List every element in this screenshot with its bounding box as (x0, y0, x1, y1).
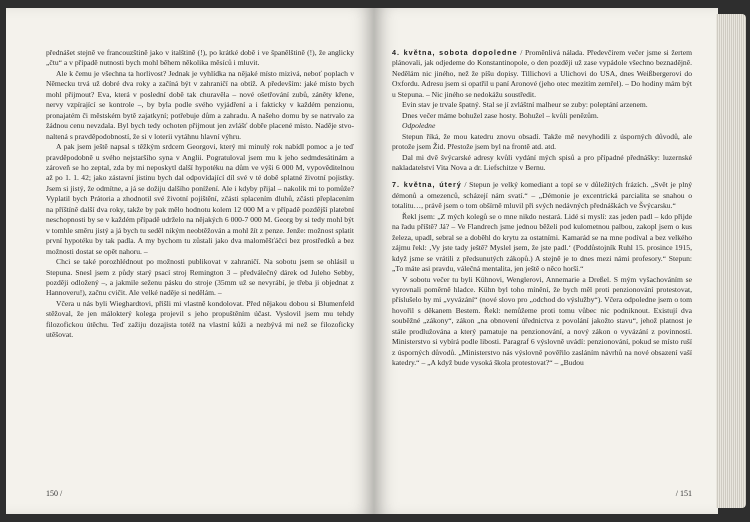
entry-date-heading: 4. května, sobota dopoledne (392, 48, 518, 57)
left-paragraph: Chci se také porozhlédnout po možnosti publikovat v zahraničí. Na sobotu jsem se ohlásil u Stepuna. Snesl jsem z půdy starý psací stroj Remington 3 – předválečný dárek od Juleho Sebby, později odložený –, a jakmile seženu pásku do stroje (35mm už se nevyrábí, je třeba ji objednat z Hannoveru!), začnu cvičit. Ale velké naděje si nedělám. – (46, 257, 354, 298)
page-number-right: / 151 (675, 489, 692, 498)
left-paragraph: Včera u nás byli Wieghardtovi, přišli mi vlastně kondolovat. Před nějakou dobou si Blumenfeld stěžoval, že jen málokterý kolega projevil s jeho propuštěním účast. Vyslovil jsem mu tehdy filozofickou útěchu. Teď zažiju dozajista totéž na vlastní kůži a nezbývá mi než se filozoficky utěšovat. (46, 298, 354, 340)
entry-opening-text: / Proměnlivá nálada. Předevčírem večer jsme si žertem plánovali, jak odjedeme do Konstantinopole, o den později už zase vypádole všechno beznadějně. Nedělám nic jiného, než že píšu dopisy. Tillichovi a Ulichovi do USA, dnes Weißbergerovi do Oxfordu. Adresu jsem si opatřil u paní Aronové (jeho otec mezitím zemřel). – Do hodiny mám být u Stepuna. – Nic jiného se nedokážu soustředit. (392, 48, 692, 99)
right-paragraph: Dal mi dvě švýcarské adresy kvůli vydání mých spisů a pro případné přednášky: luzernské nakladatelství Vita Nova a dr. Liefschitze v Bernu. (392, 152, 692, 172)
right-page-text (392, 48, 692, 369)
diary-entry (392, 180, 692, 211)
right-paragraph: Evin stav je trvale špatný. Stal se jí zvláštní malheur se zuby: poleptání arzenem. (402, 100, 648, 110)
left-paragraph: Ale k čemu je všechna ta horlivost? Jednak je vyhlídka na nějaké místo mizivá, neboť poplach v Německu trvá už dobré dva roky a začíná být v zahraničí na obtíž. A především: jaké místo bych mohl přijmout? Eva, která v poslední době tak churavěla – nové ošetřování zubů, záněty křene, nervy vzpírající se kontrole –, by byla podle svého vyjádření a i fakticky v každém penzionu, pronajatém či městském bytě zajatkyní; potřebuje dům a zahradu. A našeho domu by se natrvalo za žádnou cenu nevzdala. Byl bych tedy ochoten přijmout jen zvlášť dobře placené místo. Naděje stvonaltená s pravděpodobností, že si v loterii vytáhnu hlavní výhru. (46, 68, 354, 141)
right-page (374, 8, 718, 514)
right-paragraph: Stepun říká, že mou katedru znovu obsadí. Takže mě nevyhodili z úsporných důvodů, ale protože jsem Žid. Přestože jsem byl na frontě atd. atd. (392, 131, 692, 152)
right-paragraph: Řekl jsem: „Z mých kolegů se o mne nikdo nestará. Lidé si myslí: zas jeden padl – kdo přijde na řadu příště? Já? – Ve Flandrech jsme jednou běželi pod kulometnou palbou, zakopl jsem o kus železa, upadl, sebral se a doběhl do krytu za ostatními. Kamarád se na mne podíval a bez velkého zájmu řekl: ‚Vy jste tady ještě? Myslel jsem, že jste padl.‘ (Poddůstojník Ruhl 15. prosince 1915, když jsme se vrátili z předsunutých zákopů.) A stejně je to dnes mezi námi profesory.“ Stepun: „To máte asi pravdu, válečná mentalita, jen ještě o něco horší.“ (392, 211, 692, 274)
left-page-text (46, 48, 354, 341)
right-paragraph: V sobotu večer tu byli Kühnovi, Wenglerovi, Annemarie a Dreßel. S mým vyšachováním se vyrovnali poměrně hladce. Kühn byl toho mínění, že bych měl proti penzionování protestovat, příslušelo by mi „vyvázání“ (nové slovo pro „odchod do výslužby“). Včera odpoledne jsem o tom hovořil s děkanem Bestem. Řekl: nemůžeme proti tomu vůbec nic podniknout. Existují dva souběžné „zákony“, zákon „na obnovení úřednictva z povolání jakožto stavu“, jehož platnost je stále prodlužována a který pamatuje na penzionování, a nový zákon o vyvázání z povinností. Ministerstvo si vybírá podle libosti. Paragraf 6 výslovně uvádí: penzionování, pokud se místo ruší z úsporných důvodů. „Ministerstvo nás výslovně pověřilo zasláním návrhů na nové obsazení vaší katedry.“ – „A když bude vysoká škola protestovat?“ – „Budou (392, 274, 692, 368)
page-edges (716, 14, 746, 508)
right-paragraph: Odpoledne (402, 121, 436, 131)
page-number-left: 150 / (46, 489, 63, 498)
left-paragraph: přednášet stejně ve francouzštině jako v italštině (!), po krátké době i ve španělštině (!), že anglicky „čtu“ a v případě nutnosti bych mohl během několika měsíců i mluvit. (46, 48, 354, 68)
right-paragraph: Dnes večer máme bohužel zase hosty. Bohužel – kvůli penězům. (402, 110, 599, 120)
left-paragraph: A pak jsem ještě napsal s těžkým srdcem Georgovi, který mi minulý rok nabídl pomoc a je teď pravděpodobně u svého nejstaršího syna v Anglii. Pogratuloval jsem mu k jeho sedmdesátinám a zároveň se ho zeptal, zda by mi neposkytl další hypotéku na dům ve výši 6 000 M, vypověditelnou až po 1. 1. 42; jako zástavní jistinu bych dal odpovídající díl své v té době splatné životní pojistky. Jsem si jistý, že odmítne, a já se dožiju dalšího ponížení. Ale i kdyby přijal – nakolik mi to pomůže? Vyplatil bych Prátoria a zhodnotil své životní pojištění, zčásti splacením dluhů, zčásti přeplacením na příštíně další dva roky, takže by pak mělo hodnotu kolem 12 000 M a v případě pozdější platební neschopnosti by se v každém případě udrželo na nějakých 6 000-7 000 M. Georg by si tedy mohl být v tomhle směru jistý a já bych tu seděl nikým neobtěžován a mohl žít z penze. Jenže: možnost splatit první hypotéku by tak padla. A my bychom tu zůstali jako dva maloměšťáčci bez prostředků a bez možnosti dostat se opět nahoru. – (46, 142, 354, 256)
entry-date-heading: 7. května, úterý (392, 180, 462, 190)
diary-entry (392, 48, 692, 100)
left-page (6, 8, 374, 514)
entry-opening-text: / Stepun je velký komediant a topí se v důležitých frázích. „Svět je plný démonů a omezenců, scházejí nám svatí.“ – „Démonie je excentrická parcialita se snahou o totalitu…, právě jsem o tom obšírně mluvil při svých nedávných přednáškách ve Švýcarsku.“ (392, 180, 692, 211)
